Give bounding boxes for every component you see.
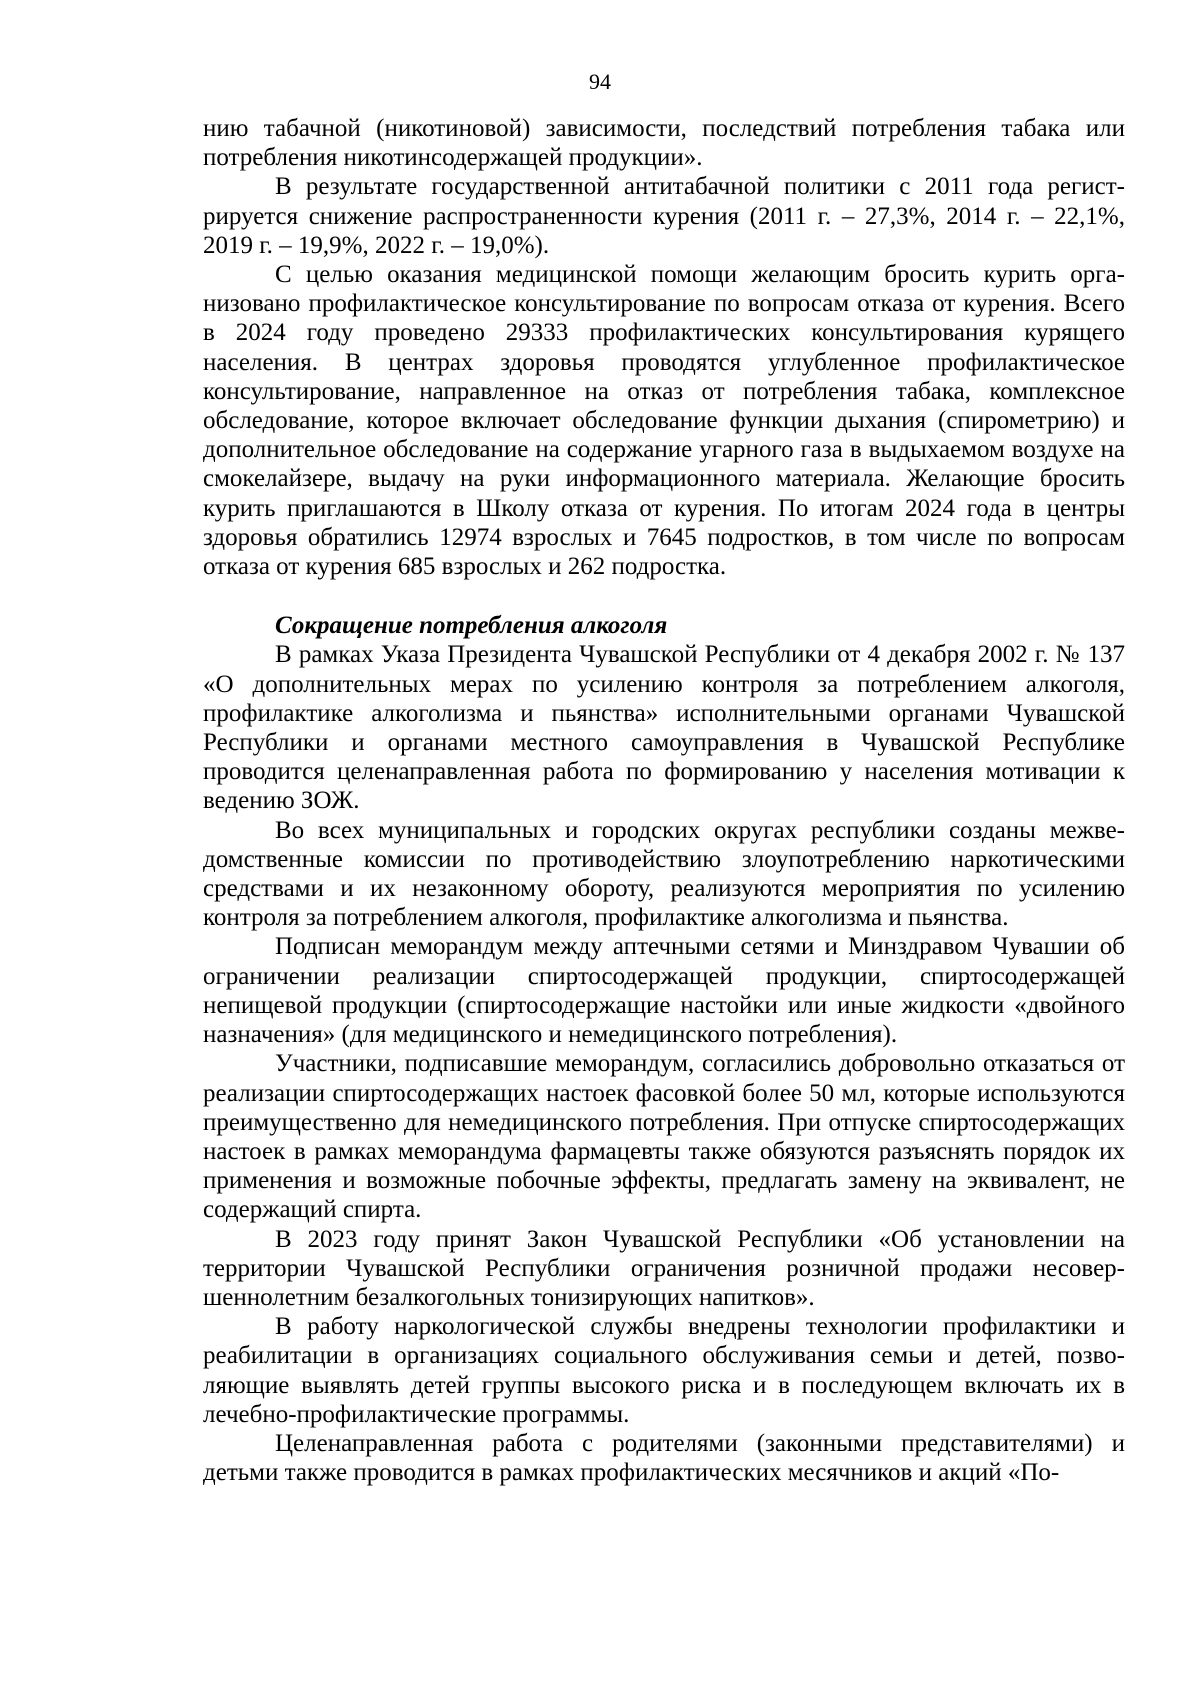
paragraph-law-2023: В 2023 году принят Закон Чувашской Республики «Об установлении на территории Чувашской Республики ограничения розничной продажи несовершеннолетним безалкогольных тонизирующих напитков». (203, 1225, 1125, 1311)
paragraph-narcology-service: В работу наркологической службы внедрены технологии профилактики и реабилитации в организациях социального обслуживания семьи и детей, позволяющие выявлять детей группы высокого риска и в последующем включать их в лечебно-профилактические программы. (203, 1313, 1125, 1428)
paragraph-commissions: Во всех муниципальных и городских округах республики созданы межведомственные комиссии по противодействию злоупотреблению наркотическими средствами и их незаконному обороту, реализуются мероприятия по усилению контроля за потреблением алкоголя, профилактике алкоголизма и пьянства. (203, 816, 1125, 932)
paragraph-continuation: нию табачной (никотиновой) зависимости, последствий потребления табака или потребления никотинсодержащей продукции». (203, 115, 1125, 172)
section-heading-alcohol: Сокращение потребления алкоголя (275, 612, 668, 640)
page-number: 94 (589, 69, 611, 94)
paragraph-memorandum: Подписан меморандум между аптечными сетями и Минздравом Чувашии об ограничении реализации спиртосодержащей продукции, спиртосодержащей непищевой продукции (спиртосодержащие настойки или иные жидкости «двойного назначения» (для медицинского и немедицинского потребления). (203, 933, 1125, 1049)
paragraph-decree: В рамках Указа Президента Чувашской Республики от 4 декабря 2002 г. № 137 «О дополнительных мерах по усилению контроля за потреблением алкоголя, профилактике алкоголизма и пьянства» исполнительными органами Чувашской Республики и органами местного самоуправления в Чувашской Республике проводится целенаправленная работа по формированию у населения мотивации к ведению ЗОЖ. (203, 641, 1125, 815)
paragraph-participants: Участники, подписавшие меморандум, согласились добровольно отказаться от реализации спиртосодержащих настоек фасовкой более 50 мл, которые используются преимущественно для немедицинского потребления. При отпуске спиртосодержащих настоек в рамках меморандума фармацевты также обязуются разъяснять порядок их применения и возможные побочные эффекты, предлагать замену на эквивалент, не содержащий спирта. (203, 1050, 1125, 1224)
paragraph-antitobacco-policy: В результате государственной антитабачной политики с 2011 года регистрируется снижение распространенности курения (2011 г. – 27,3%, 2014 г. – 22,1%, 2019 г. – 19,9%, 2022 г. – 19,0%). (203, 173, 1125, 259)
paragraph-parents-work: Целенаправленная работа с родителями (законными представителями) и детьми также проводится в рамках профилактических месячников и акций «По- (203, 1429, 1125, 1487)
paragraph-smoking-consulting: С целью оказания медицинской помощи желающим бросить курить организовано профилактическое консультирование по вопросам отказа от курения. Всего в 2024 году проведено 29333 профилактических консультирования курящего населения. В центрах здоровья проводятся углубленное профилактическое консультирование, направленное на отказ от потребления табака, комплексное обследование, которое включает обследование функции дыхания (спирометрию) и дополнительное обследование на содержание угарного газа в выдыхаемом воздухе на смокелайзере, выдачу на руки информационного материала. Желающие бросить курить приглашаются в Школу отказа от курения. По итогам 2024 года в центры здоровья обратились 12974 взрослых и 7645 подростков, в том числе по вопросам отказа от курения 685 взрослых и 262 подростка. (203, 261, 1125, 581)
document-body (203, 114, 1125, 1487)
